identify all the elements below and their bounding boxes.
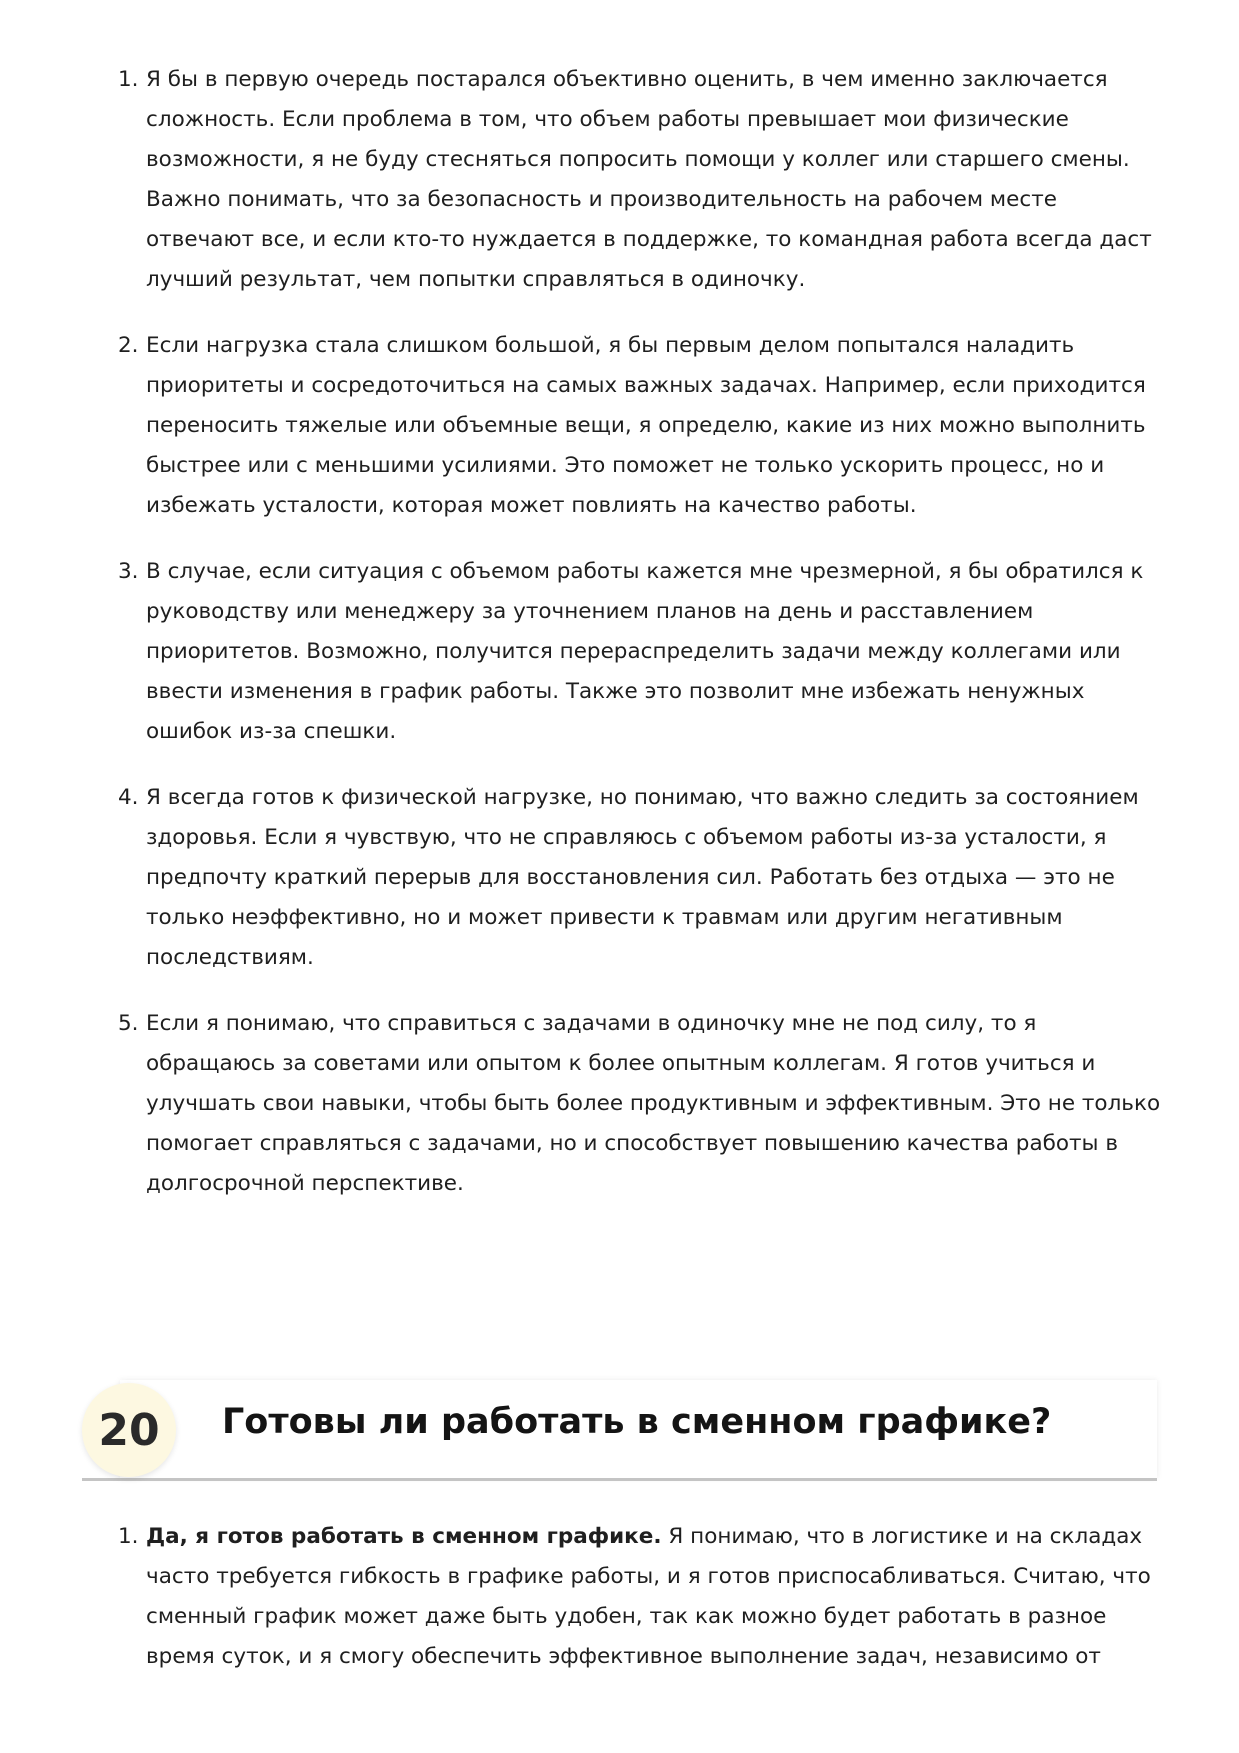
list-item-text: В случае, если ситуация с объемом работы кажется мне чрезмерной, я бы обратился к руководству или менеджеру за уточнением планов на день и расставлением приоритетов. Возможно, получится перераспределить задачи между коллегами или ввести изменения в график работы. Также это позволит мне избежать ненужных ошибок из-за спешки. bbox=[146, 559, 1144, 744]
list-item-number: 2. bbox=[118, 333, 139, 358]
section-divider bbox=[82, 1478, 1157, 1481]
list-item-number: 3. bbox=[118, 559, 139, 584]
list-item bbox=[110, 1004, 1170, 1204]
list-item bbox=[110, 552, 1170, 752]
list-item-text: Я всегда готов к физической нагрузке, но понимаю, что важно следить за состоянием здоровья. Если я чувствую, что не справляюсь с объемом работы из-за усталости, я предпочту краткий перерыв для восстановления сил. Работать без отдыха — это не только неэффективно, но и может привести к травмам или другим негативным последствиям. bbox=[146, 785, 1139, 970]
list-item bbox=[110, 1517, 1170, 1677]
list-item-number: 1. bbox=[118, 1524, 139, 1549]
section-number-badge: 20 bbox=[82, 1383, 176, 1477]
answer-list bbox=[110, 60, 1170, 1230]
list-item-text: Если нагрузка стала слишком большой, я бы первым делом попытался наладить приоритеты и сосредоточиться на самых важных задачах. Например, если приходится переносить тяжелые или объемные вещи, я определю, какие из них можно выполнить быстрее или с меньшими усилиями. Это поможет не только ускорить процесс, но и избежать усталости, которая может повлиять на качество работы. bbox=[146, 333, 1146, 518]
list-item-text: Я бы в первую очередь постарался объективно оценить, в чем именно заключается сложность. Если проблема в том, что объем работы превышает мои физические возможности, я не буду стесняться попросить помощи у коллег или старшего смены. Важно понимать, что за безопасность и производительность на рабочем месте отвечают все, и если кто-то нуждается в поддержке, то командная работа всегда даст лучший результат, чем попытки справляться в одиночку. bbox=[146, 67, 1152, 292]
section-title: Готовы ли работать в сменном графике? bbox=[222, 1402, 1052, 1442]
list-item bbox=[110, 60, 1170, 300]
list-item-text: Я понимаю, что в логистике и на складах часто требуется гибкость в графике работы, и я готов приспосабливаться. Считаю, что сменный график может даже быть удобен, так как можно будет работать в разное время суток, и я смогу обеспечить эффективное выполнение задач, независимо от bbox=[146, 1524, 1151, 1669]
list-item-text: Если я понимаю, что справиться с задачами в одиночку мне не под силу, то я обращаюсь за советами или опытом к более опытным коллегам. Я готов учиться и улучшать свои навыки, чтобы быть более продуктивным и эффективным. Это не только помогает справляться с задачами, но и способствует повышению качества работы в долгосрочной перспективе. bbox=[146, 1011, 1161, 1196]
list-item bbox=[110, 326, 1170, 526]
list-item-number: 4. bbox=[118, 785, 139, 810]
list-item bbox=[110, 778, 1170, 978]
section-header bbox=[82, 1380, 1157, 1480]
list-item-number: 1. bbox=[118, 67, 139, 92]
list-item-number: 5. bbox=[118, 1011, 139, 1036]
list-item-bold-lead: Да, я готов работать в сменном графике. bbox=[146, 1524, 662, 1549]
answer-list-section-20 bbox=[110, 1517, 1170, 1703]
